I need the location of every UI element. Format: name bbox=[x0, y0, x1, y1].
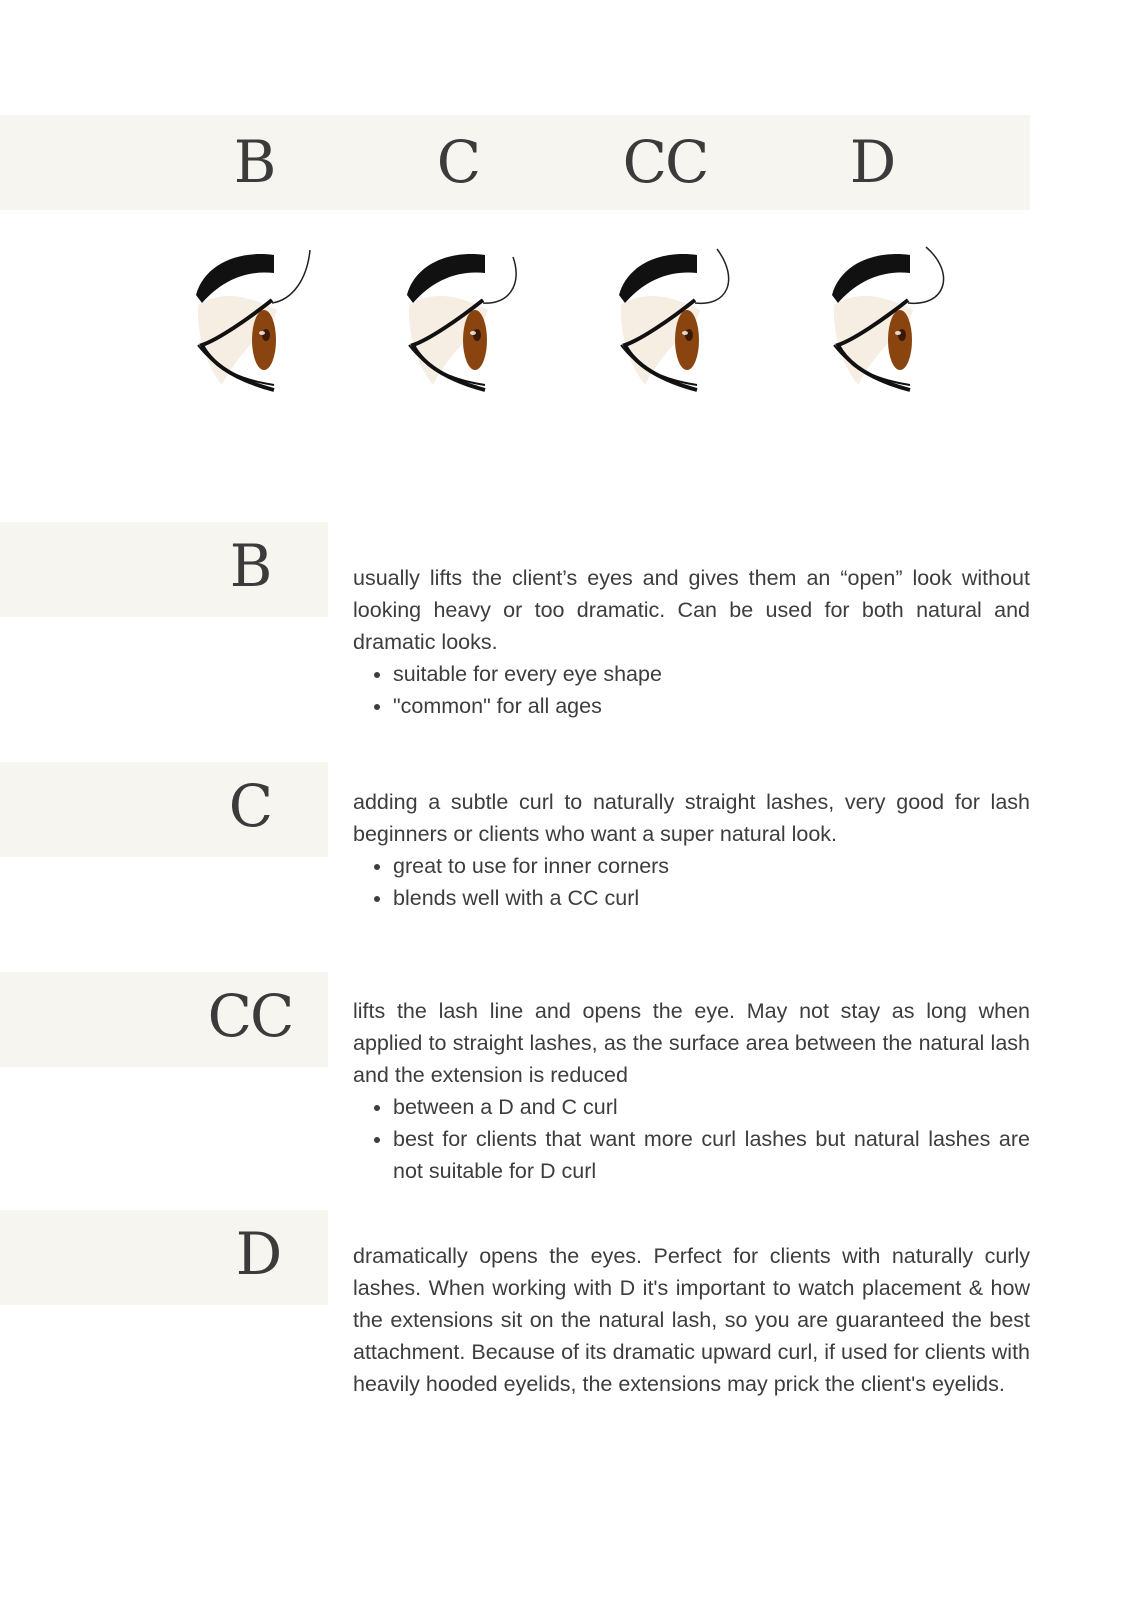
section-b-bullets bbox=[353, 658, 1030, 722]
list-item: • blends well with a CC curl bbox=[393, 882, 1030, 914]
section-d-text: dramatically opens the eyes. Perfect for clients with naturally curly lashes. When working with D it's important to watch placement & how the extensions sit on the natural lash, so you are guaranteed the best attachment. Because of its dramatic upward curl, if used for clients with heavily hooded eyelids, the extensions may prick the client's eyelids. bbox=[353, 1244, 1030, 1396]
section-cc-letter: CC bbox=[207, 982, 293, 1050]
section-cc-text: lifts the lash line and opens the eye. May not stay as long when applied to straight lashes, as the surface area between the natural lash and the extension is reduced bbox=[353, 999, 1030, 1087]
section-d-description bbox=[353, 1240, 1030, 1400]
eye-c-curl-icon bbox=[403, 245, 543, 405]
header-letter-c: C bbox=[436, 128, 480, 196]
section-b-description bbox=[353, 562, 1030, 722]
eye-cc-curl-icon bbox=[615, 245, 755, 405]
list-item: • between a D and C curl bbox=[393, 1091, 1030, 1123]
list-item: • "common" for all ages bbox=[393, 690, 1030, 722]
eye-b-curl-icon bbox=[192, 245, 332, 405]
list-item: • best for clients that want more curl lashes but natural lashes are not suitable for D curl bbox=[393, 1123, 1030, 1187]
list-item: • great to use for inner corners bbox=[393, 850, 1030, 882]
header-letter-cc: CC bbox=[622, 128, 708, 196]
section-b-text: usually lifts the client’s eyes and gives them an “open” look without looking heavy or too dramatic. Can be used for both natural and dramatic looks. bbox=[353, 566, 1030, 654]
section-d-letter: D bbox=[235, 1220, 281, 1288]
header-letter-b: B bbox=[233, 128, 275, 196]
eye-d-curl-icon bbox=[828, 245, 968, 405]
section-cc-description bbox=[353, 995, 1030, 1187]
list-item: • suitable for every eye shape bbox=[393, 658, 1030, 690]
section-c-bullets bbox=[353, 850, 1030, 914]
section-b-letter: B bbox=[229, 532, 271, 600]
section-c-text: adding a subtle curl to naturally straight lashes, very good for lash beginners or clients who want a super natural look. bbox=[353, 790, 1030, 846]
section-c-letter: C bbox=[228, 772, 272, 840]
header-letter-d: D bbox=[849, 128, 895, 196]
section-c-description bbox=[353, 786, 1030, 914]
section-cc-bullets bbox=[353, 1091, 1030, 1187]
